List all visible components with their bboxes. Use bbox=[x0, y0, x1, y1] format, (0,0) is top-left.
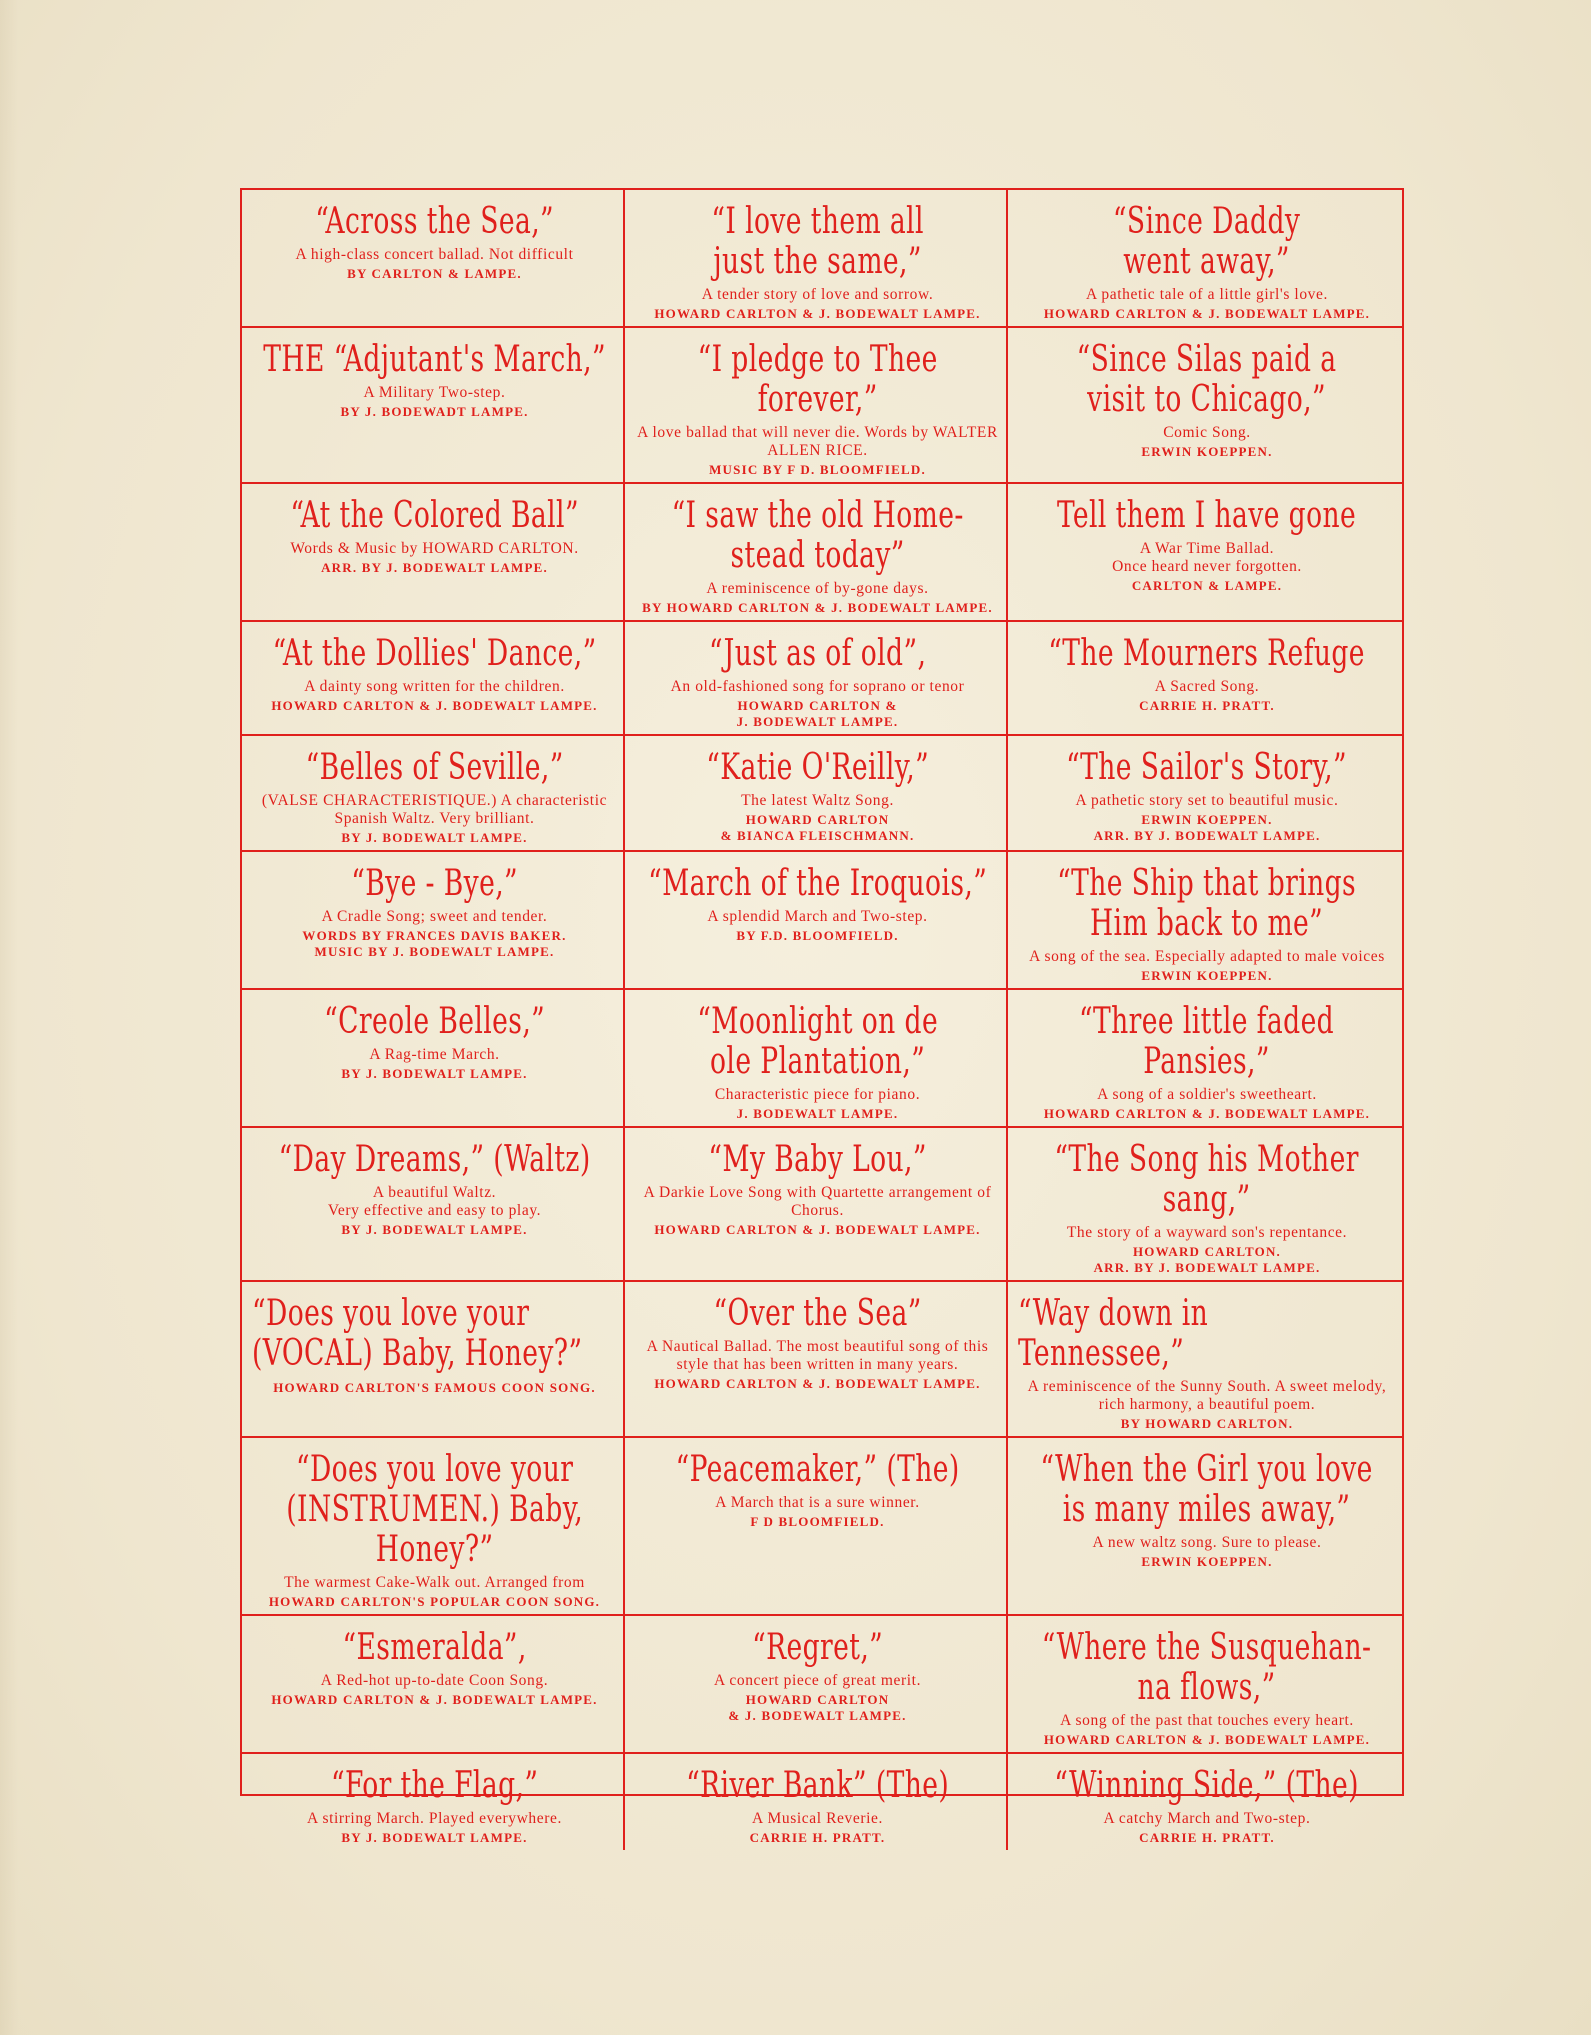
song-credit: BY F.D. BLOOMFIELD. bbox=[736, 928, 899, 943]
song-entry bbox=[1008, 328, 1402, 484]
song-title: “Esmeralda”, bbox=[342, 1627, 527, 1668]
song-description: A Musical Reverie. bbox=[752, 1810, 883, 1827]
song-description: The warmest Cake-Walk out. Arranged from bbox=[284, 1574, 585, 1591]
song-entry bbox=[625, 1438, 1008, 1616]
song-description: A reminiscence of by-gone days. bbox=[706, 580, 929, 597]
song-title: “Katie O'Reilly,” bbox=[706, 747, 929, 788]
song-title: THE “Adjutant's March,” bbox=[263, 339, 606, 380]
song-description: An old-fashioned song for soprano or tenor bbox=[670, 678, 965, 695]
song-title: “My Baby Lou,” bbox=[708, 1139, 927, 1180]
song-title: “March of the Iroquois,” bbox=[647, 863, 988, 904]
song-entry bbox=[625, 852, 1008, 990]
song-entry bbox=[1008, 852, 1402, 990]
song-entry bbox=[625, 484, 1008, 622]
song-catalog-grid bbox=[240, 188, 1404, 1845]
song-entry bbox=[242, 190, 625, 328]
song-description: A Darkie Love Song with Quartette arrangement of Chorus. bbox=[643, 1184, 992, 1219]
song-description: A Cradle Song; sweet and tender. bbox=[321, 908, 548, 925]
song-description: Characteristic piece for piano. bbox=[714, 1086, 921, 1103]
song-entry bbox=[625, 1128, 1008, 1282]
song-description: A Rag-time March. bbox=[369, 1046, 500, 1063]
song-entry bbox=[625, 1754, 1008, 1850]
song-description: A Military Two-step. bbox=[363, 384, 506, 401]
song-credit: CARLTON & LAMPE. bbox=[1131, 578, 1283, 593]
song-title: “The Mourners Refuge bbox=[1048, 633, 1366, 674]
song-credit: ERWIN KOEPPEN. bbox=[1141, 444, 1273, 459]
song-title: “At the Dollies' Dance,” bbox=[272, 633, 597, 674]
song-title: “I love them all just the same,” bbox=[711, 201, 924, 282]
song-title: “The Ship that brings Him back to me” bbox=[1057, 863, 1357, 944]
song-title: “The Song his Mother sang,” bbox=[1054, 1139, 1360, 1220]
song-credit: CARRIE H. PRATT. bbox=[749, 1830, 886, 1845]
song-entry bbox=[242, 1616, 625, 1754]
song-entry bbox=[242, 1754, 625, 1850]
song-entry bbox=[1008, 1438, 1402, 1616]
song-description: A song of the sea. Especially adapted to male voices bbox=[1029, 948, 1385, 965]
song-entry bbox=[1008, 484, 1402, 622]
song-credit: ERWIN KOEPPEN. bbox=[1141, 968, 1273, 983]
song-credit: BY CARLTON & LAMPE. bbox=[347, 266, 522, 281]
song-entry bbox=[242, 852, 625, 990]
song-credit: HOWARD CARLTON & J. BODEWALT LAMPE. bbox=[654, 1222, 981, 1237]
song-credit: CARRIE H. PRATT. bbox=[1139, 1830, 1275, 1845]
song-credit: HOWARD CARLTON'S POPULAR COON SONG. bbox=[268, 1594, 601, 1609]
song-title: Tell them I have gone bbox=[1057, 495, 1357, 536]
song-description: A song of a soldier's sweetheart. bbox=[1097, 1086, 1317, 1103]
song-entry bbox=[242, 1438, 625, 1616]
song-description: (VALSE CHARACTERISTIQUE.) A characteristic Spanish Waltz. Very brilliant. bbox=[261, 792, 608, 827]
song-description: A stirring March. Played everywhere. bbox=[307, 1810, 562, 1827]
song-description: A War Time Ballad. Once heard never forgotten. bbox=[1112, 540, 1302, 575]
song-description: A splendid March and Two-step. bbox=[707, 908, 928, 925]
song-entry bbox=[625, 1616, 1008, 1754]
song-entry bbox=[625, 1282, 1008, 1438]
song-title: “For the Flag,” bbox=[330, 1765, 539, 1806]
song-description: A tender story of love and sorrow. bbox=[701, 286, 934, 303]
song-credit: HOWARD CARLTON & J. BODEWALT LAMPE. bbox=[1043, 306, 1371, 321]
song-credit: HOWARD CARLTON & J. BODEWALT LAMPE. bbox=[1043, 1106, 1371, 1121]
song-title: “Since Silas paid a visit to Chicago,” bbox=[1077, 339, 1337, 420]
song-entry bbox=[1008, 1754, 1402, 1850]
song-credit: ERWIN KOEPPEN. ARR. BY J. BODEWALT LAMPE. bbox=[1093, 812, 1321, 843]
song-credit: HOWARD CARLTON'S FAMOUS COON SONG. bbox=[273, 1380, 596, 1395]
song-credit: HOWARD CARLTON & J. BODEWALT LAMPE. bbox=[654, 306, 981, 321]
song-credit: HOWARD CARLTON & J. BODEWALT LAMPE. bbox=[736, 698, 899, 729]
song-credit: HOWARD CARLTON & J. BODEWALT LAMPE. bbox=[728, 1692, 907, 1723]
song-description: A Nautical Ballad. The most beautiful song of this style that has been written in many years. bbox=[646, 1338, 989, 1373]
song-title: “Moonlight on de ole Plantation,” bbox=[697, 1001, 938, 1082]
song-description: A high-class concert ballad. Not difficult bbox=[295, 246, 574, 263]
song-entry bbox=[1008, 622, 1402, 736]
song-credit: BY J. BODEWALT LAMPE. bbox=[341, 1222, 528, 1237]
song-entry bbox=[242, 990, 625, 1128]
song-title: “Does you love your (VOCAL) Baby, Honey?” bbox=[252, 1293, 583, 1374]
song-credit: HOWARD CARLTON & J. BODEWALT LAMPE. bbox=[654, 1376, 981, 1391]
song-credit: WORDS BY FRANCES DAVIS BAKER. MUSIC BY J. BODEWALT LAMPE. bbox=[302, 928, 567, 959]
song-credit: BY J. BODEWALT LAMPE. bbox=[341, 1066, 528, 1081]
song-entry bbox=[242, 484, 625, 622]
paper-left-edge bbox=[0, 0, 18, 2035]
song-entry bbox=[242, 1282, 625, 1438]
song-title: “Belles of Seville,” bbox=[305, 747, 564, 788]
song-entry bbox=[242, 1128, 625, 1282]
song-description: A Red-hot up-to-date Coon Song. bbox=[320, 1672, 549, 1689]
song-title: “Does you love your (INSTRUMEN.) Baby, Honey?” bbox=[286, 1449, 583, 1570]
song-credit: BY J. BODEWALT LAMPE. bbox=[341, 830, 528, 845]
song-description: A concert piece of great merit. bbox=[713, 1672, 922, 1689]
song-title: “I pledge to Thee forever,” bbox=[697, 339, 938, 420]
song-title: “Winning Side,” (The) bbox=[1054, 1765, 1360, 1806]
song-entry bbox=[625, 990, 1008, 1128]
song-entry bbox=[242, 328, 625, 484]
song-description: A beautiful Waltz. Very effective and easy to play. bbox=[327, 1184, 542, 1219]
song-entry bbox=[625, 736, 1008, 852]
song-entry bbox=[625, 328, 1008, 484]
song-credit: ERWIN KOEPPEN. bbox=[1141, 1554, 1273, 1569]
song-description: Words & Music by HOWARD CARLTON. bbox=[290, 540, 579, 557]
song-entry bbox=[1008, 990, 1402, 1128]
song-title: “Peacemaker,” (The) bbox=[675, 1449, 960, 1490]
song-entry bbox=[1008, 190, 1402, 328]
song-title: “Just as of old”, bbox=[708, 633, 927, 674]
song-credit: BY J. BODEWADT LAMPE. bbox=[340, 404, 529, 419]
song-description: The latest Waltz Song. bbox=[741, 792, 894, 809]
song-description: A love ballad that will never die. Words by WALTER ALLEN RICE. bbox=[637, 424, 998, 459]
song-title: “Across the Sea,” bbox=[315, 201, 554, 242]
song-description: A song of the past that touches every heart. bbox=[1060, 1712, 1354, 1729]
song-description: A catchy March and Two-step. bbox=[1103, 1810, 1311, 1827]
song-entry bbox=[625, 190, 1008, 328]
song-entry bbox=[242, 622, 625, 736]
song-title: “Creole Belles,” bbox=[323, 1001, 546, 1042]
song-title: “River Bank” (The) bbox=[685, 1765, 950, 1806]
song-credit: BY HOWARD CARLTON. bbox=[1120, 1416, 1294, 1431]
song-description: A pathetic tale of a little girl's love. bbox=[1085, 286, 1328, 303]
song-description: A March that is a sure winner. bbox=[715, 1494, 920, 1511]
song-title: “Where the Susquehan- na flows,” bbox=[1042, 1627, 1372, 1708]
song-entry bbox=[242, 736, 625, 852]
song-title: “Way down in Tennessee,” bbox=[1018, 1293, 1209, 1374]
song-description: Comic Song. bbox=[1163, 424, 1251, 441]
song-title: “Day Dreams,” (Waltz) bbox=[278, 1139, 591, 1180]
song-title: “Bye - Bye,” bbox=[351, 863, 518, 904]
song-title: “Regret,” bbox=[751, 1627, 884, 1668]
song-description: A Sacred Song. bbox=[1154, 678, 1260, 695]
song-credit: HOWARD CARLTON & J. BODEWALT LAMPE. bbox=[271, 698, 598, 713]
song-entry bbox=[1008, 736, 1402, 852]
song-title: “When the Girl you love is many miles away,” bbox=[1040, 1449, 1374, 1530]
song-entry bbox=[1008, 1282, 1402, 1438]
song-credit: HOWARD CARLTON & J. BODEWALT LAMPE. bbox=[1043, 1732, 1371, 1747]
song-credit: MUSIC BY F D. BLOOMFIELD. bbox=[709, 462, 926, 477]
song-title: “The Sailor's Story,” bbox=[1066, 747, 1348, 788]
song-description: A reminiscence of the Sunny South. A sweet melody, rich harmony, a beautiful poem. bbox=[1027, 1378, 1387, 1413]
song-title: “Over the Sea” bbox=[713, 1293, 922, 1334]
song-entry bbox=[1008, 1616, 1402, 1754]
song-credit: HOWARD CARLTON & BIANCA FLEISCHMANN. bbox=[720, 812, 915, 843]
song-credit: HOWARD CARLTON. ARR. BY J. BODEWALT LAMPE. bbox=[1093, 1244, 1321, 1275]
song-description: A dainty song written for the children. bbox=[304, 678, 565, 695]
song-title: “At the Colored Ball” bbox=[290, 495, 579, 536]
song-credit: BY J. BODEWALT LAMPE. bbox=[341, 1830, 528, 1845]
song-entry bbox=[1008, 1128, 1402, 1282]
song-credit: BY HOWARD CARLTON & J. BODEWALT LAMPE. bbox=[642, 600, 993, 615]
song-description: The story of a wayward son's repentance. bbox=[1066, 1224, 1348, 1241]
song-description: A pathetic story set to beautiful music. bbox=[1075, 792, 1339, 809]
song-credit: HOWARD CARLTON & J. BODEWALT LAMPE. bbox=[271, 1692, 598, 1707]
song-title: “Since Daddy went away,” bbox=[1113, 201, 1301, 282]
song-title: “Three little faded Pansies,” bbox=[1079, 1001, 1335, 1082]
song-title: “I saw the old Home- stead today” bbox=[671, 495, 964, 576]
song-description: A new waltz song. Sure to please. bbox=[1092, 1534, 1322, 1551]
song-entry bbox=[625, 622, 1008, 736]
song-credit: F D BLOOMFIELD. bbox=[750, 1514, 885, 1529]
song-credit: J. BODEWALT LAMPE. bbox=[736, 1106, 899, 1121]
song-credit: ARR. BY J. BODEWALT LAMPE. bbox=[321, 560, 548, 575]
song-credit: CARRIE H. PRATT. bbox=[1139, 698, 1275, 713]
